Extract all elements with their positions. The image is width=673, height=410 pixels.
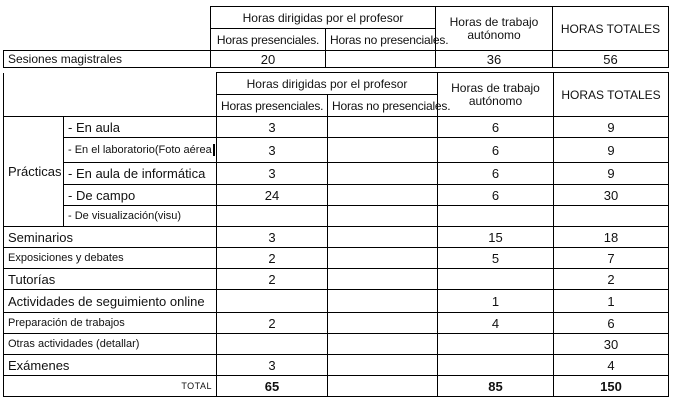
hours-summary-table	[3, 6, 669, 68]
cell-autonomo: 6	[438, 117, 554, 138]
practica-label: - En aula	[64, 117, 217, 138]
cell-total: 30	[554, 185, 669, 206]
row-label: Exposiciones y debates	[4, 248, 217, 269]
practica-label[interactable]: - En el laboratorio(Foto aérea	[64, 138, 217, 163]
cell-total	[554, 206, 669, 227]
cell-autonomo	[438, 206, 554, 227]
no-presenciales-header: Horas no presenciales.	[326, 29, 436, 51]
cell-autonomo	[438, 269, 554, 290]
row-label: Sesiones magistrales	[4, 51, 211, 68]
total-total: 150	[554, 376, 669, 397]
cell-presenciales	[217, 290, 328, 313]
cell-total: 18	[554, 227, 669, 248]
cell-no-presenciales	[328, 290, 438, 313]
total-autonomo: 85	[438, 376, 554, 397]
cell-no-presenciales	[328, 355, 438, 376]
row-label: Seminarios	[4, 227, 217, 248]
total-label: TOTAL	[4, 376, 217, 397]
cell-no-presenciales	[328, 117, 438, 138]
cell-presenciales	[217, 334, 328, 355]
cell-autonomo: 5	[438, 248, 554, 269]
cell-no-presenciales	[328, 313, 438, 334]
presenciales-header: Horas presenciales.	[217, 95, 328, 117]
total-presenciales: 65	[217, 376, 328, 397]
practicas-label: Prácticas	[4, 117, 64, 227]
cell-autonomo: 6	[438, 138, 554, 163]
cell-no-presenciales	[326, 51, 436, 68]
cell-presenciales: 3	[217, 117, 328, 138]
cell-no-presenciales	[328, 138, 438, 163]
cell-autonomo: 6	[438, 185, 554, 206]
row-label: Tutorías	[4, 269, 217, 290]
cell-total: 9	[554, 163, 669, 185]
cell-total: 30	[554, 334, 669, 355]
cell-no-presenciales	[328, 163, 438, 185]
cell-total: 1	[554, 290, 669, 313]
practica-label: - En aula de informática	[64, 163, 217, 185]
practica-label: - De visualización(visu)	[64, 206, 217, 227]
cell-total: 4	[554, 355, 669, 376]
autonomo-header: Horas de trabajo autónomo	[438, 73, 554, 117]
group-header: Horas dirigidas por el profesor	[211, 7, 436, 29]
cell-autonomo: 4	[438, 313, 554, 334]
empty-corner	[4, 73, 217, 117]
cell-no-presenciales	[328, 185, 438, 206]
cell-total: 9	[554, 117, 669, 138]
text-cursor	[213, 144, 215, 156]
totales-header: HORAS TOTALES	[553, 7, 669, 51]
cell-autonomo	[438, 334, 554, 355]
cell-total: 9	[554, 138, 669, 163]
practica-label: - De campo	[64, 185, 217, 206]
cell-presenciales: 3	[217, 355, 328, 376]
presenciales-header: Horas presenciales.	[211, 29, 326, 51]
cell-no-presenciales	[328, 334, 438, 355]
cell-presenciales: 2	[217, 269, 328, 290]
cell-no-presenciales	[328, 269, 438, 290]
cell-autonomo: 15	[438, 227, 554, 248]
cell-autonomo: 1	[438, 290, 554, 313]
cell-total: 6	[554, 313, 669, 334]
cell-total: 56	[553, 51, 669, 68]
total-no-presenciales	[328, 376, 438, 397]
cell-autonomo: 6	[438, 163, 554, 185]
cell-total: 7	[554, 248, 669, 269]
cell-autonomo	[438, 355, 554, 376]
cell-presenciales: 2	[217, 313, 328, 334]
no-presenciales-header: Horas no presenciales.	[328, 95, 438, 117]
group-header: Horas dirigidas por el profesor	[217, 73, 438, 95]
cell-no-presenciales	[328, 206, 438, 227]
cell-total: 2	[554, 269, 669, 290]
row-label: Preparación de trabajos	[4, 313, 217, 334]
cell-presenciales: 3	[217, 138, 328, 163]
cell-presenciales: 2	[217, 248, 328, 269]
cell-no-presenciales	[328, 248, 438, 269]
cell-presenciales: 3	[217, 163, 328, 185]
cell-presenciales	[217, 206, 328, 227]
empty-corner	[4, 7, 211, 51]
cell-no-presenciales	[328, 227, 438, 248]
row-label: Actividades de seguimiento online	[4, 290, 217, 313]
hours-detail-table	[3, 72, 669, 397]
cell-presenciales: 20	[211, 51, 326, 68]
autonomo-header: Horas de trabajo autónomo	[436, 7, 553, 51]
totales-header: HORAS TOTALES	[554, 73, 669, 117]
row-label: Exámenes	[4, 355, 217, 376]
cell-presenciales: 24	[217, 185, 328, 206]
cell-autonomo: 36	[436, 51, 553, 68]
cell-presenciales: 3	[217, 227, 328, 248]
row-label: Otras actividades (detallar)	[4, 334, 217, 355]
